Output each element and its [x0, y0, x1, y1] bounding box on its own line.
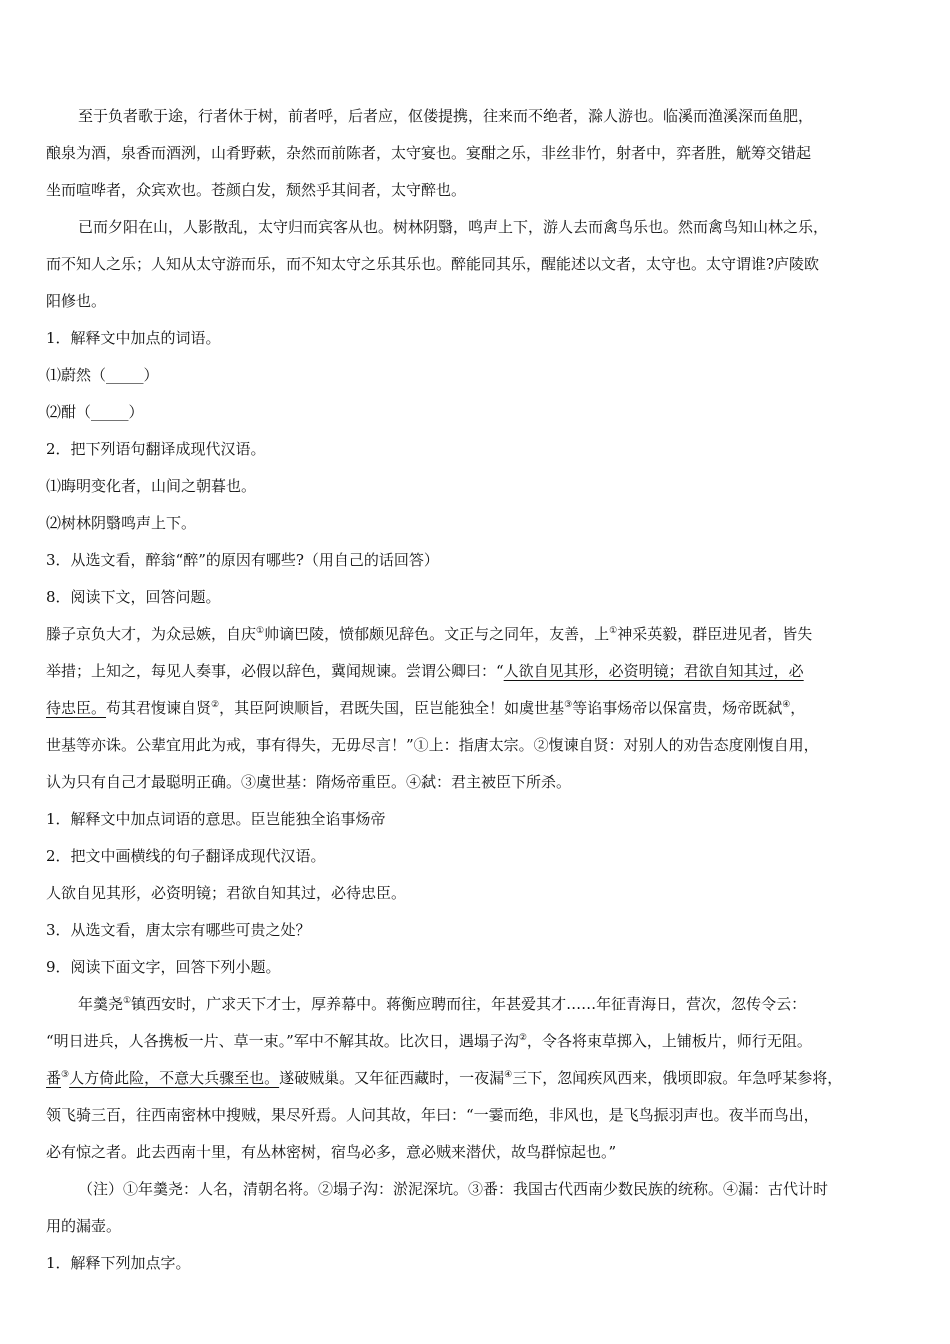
- q8-passage-line: 滕子京负大才，为众忌嫉，自庆①帅谪巴陵，愤郁颇见辞色。文正与之同年，友善，上①神采英毅，群臣进见者，皆失: [46, 625, 813, 643]
- question-line: 人欲自见其形，必资明镜；君欲自知其过，必待忠臣。: [46, 884, 407, 902]
- footnote-marker: ①: [256, 626, 265, 636]
- underlined-sentence: 番: [46, 1069, 62, 1087]
- question-line: 2．把文中画横线的句子翻译成现代汉语。: [46, 847, 326, 865]
- question-line: 3．从选文看，醉翁“醉”的原因有哪些?（用自己的话回答）: [46, 551, 439, 569]
- footnote-marker: ③: [61, 1070, 70, 1080]
- question-line: ⑴晦明变化者，山间之朝暮也。: [46, 477, 257, 495]
- footnote-marker: ②: [211, 700, 220, 710]
- q8-passage-line: 认为只有自己才最聪明正确。③虞世基：隋炀帝重臣。④弑：君主被臣下所杀。: [46, 773, 572, 791]
- q9-passage-line: 年羹尧①镇西安时，广求天下才士，厚养幕中。蒋衡应聘而往，年甚爱其才……年征青海日，营次，忽传令云：: [78, 995, 807, 1013]
- footnote-marker: ④: [782, 700, 791, 710]
- q9-passage-line: 必有惊之者。此去西南十里，有丛林密树，宿鸟必多，意必贼来潜伏，故鸟群惊起也。”: [46, 1143, 617, 1161]
- question-line: 2．把下列语句翻译成现代汉语。: [46, 440, 266, 458]
- footnote-marker: ④: [504, 1070, 513, 1080]
- passage-line: 阳修也。: [46, 292, 107, 310]
- passage-line: 酿泉为酒，泉香而酒洌，山肴野蔌，杂然而前陈者，太守宴也。宴酣之乐，非丝非竹，射者中，弈者胜，觥筹交错起: [46, 144, 812, 162]
- q9-note-line: 用的漏壶。: [46, 1217, 122, 1235]
- footnote-marker: ②: [518, 1033, 527, 1043]
- footnote-marker: ①: [123, 996, 132, 1006]
- question-line: 1．解释下列加点字。: [46, 1254, 191, 1272]
- q9-passage-line: “明日进兵，人各携板一片、草一束。”军中不解其故。比次日，遇塌子沟②，令各将束草掷入，上铺板片，师行无阻。: [46, 1032, 812, 1050]
- question-9-title: 9．阅读下面文字，回答下列小题。: [46, 958, 281, 976]
- q9-passage-line: 番③人方倚此险，不意大兵骤至也。遂破贼巢。又年征西藏时，一夜漏④三下，忽闻疾风西来，俄顷即寂。年急呼某参将，: [46, 1069, 843, 1087]
- footnote-marker: ③: [564, 700, 573, 710]
- q8-passage-line: 世基等亦诛。公辈宜用此为戒，事有得失，无毋尽言！”①上：指唐太宗。②愎谏自贤：对别人的劝告态度刚愎自用，: [46, 736, 819, 754]
- q8-passage-line: 待忠臣。苟其君愎谏自贤②，其臣阿谀顺旨，君既失国，臣岂能独全！如虞世基③等谄事炀帝以保富贵，炀帝既弑④，: [46, 699, 806, 717]
- question-line: 1．解释文中加点的词语。: [46, 329, 221, 347]
- question-line: 1．解释文中加点词语的意思。臣岂能独全谄事炀帝: [46, 810, 386, 828]
- question-line: ⑵树林阴翳鸣声上下。: [46, 514, 197, 532]
- passage-line: 坐而喧哗者，众宾欢也。苍颜白发，颓然乎其间者，太守醉也。: [46, 181, 467, 199]
- underlined-sentence: 人欲自见其形，必资明镜；君欲自知其过，必: [503, 662, 804, 680]
- passage-line: 至于负者歌于途，行者休于树，前者呼，后者应，伛偻提携，往来而不绝者，滁人游也。临溪而渔溪深而鱼肥，: [78, 107, 814, 125]
- underlined-sentence: 人方倚此险，不意大兵骤至也。: [69, 1069, 280, 1087]
- question-8-title: 8．阅读下文，回答问题。: [46, 588, 221, 606]
- q8-passage-line: 举措；上知之，每见人奏事，必假以辞色，冀闻规谏。尝谓公卿曰：“人欲自见其形，必资明镜；君欲自知其过，必: [46, 662, 804, 680]
- q9-note-line: （注）①年羹尧：人名，清朝名将。②塌子沟：淤泥深坑。③番：我国古代西南少数民族的统称。④漏：古代计时: [78, 1180, 829, 1198]
- q9-passage-line: 领飞骑三百，往西南密林中搜贼，果尽歼焉。人问其故，年曰：“一霎而绝，非风也，是飞鸟振羽声也。夜半而鸟出，: [46, 1106, 819, 1124]
- question-line: 3．从选文看，唐太宗有哪些可贵之处？: [46, 921, 311, 939]
- passage-line: 已而夕阳在山，人影散乱，太守归而宾客从也。树林阴翳，鸣声上下，游人去而禽鸟乐也。然而禽鸟知山林之乐，: [78, 218, 829, 236]
- passage-line: 而不知人之乐；人知从太守游而乐，而不知太守之乐其乐也。醉能同其乐，醒能述以文者，太守也。太守谓谁?庐陵欧: [46, 255, 820, 273]
- question-line: ⑵酣（_____）: [46, 403, 144, 421]
- footnote-marker: ①: [609, 626, 618, 636]
- underlined-sentence: 待忠臣。: [46, 699, 107, 717]
- question-line: ⑴蔚然（_____）: [46, 366, 159, 384]
